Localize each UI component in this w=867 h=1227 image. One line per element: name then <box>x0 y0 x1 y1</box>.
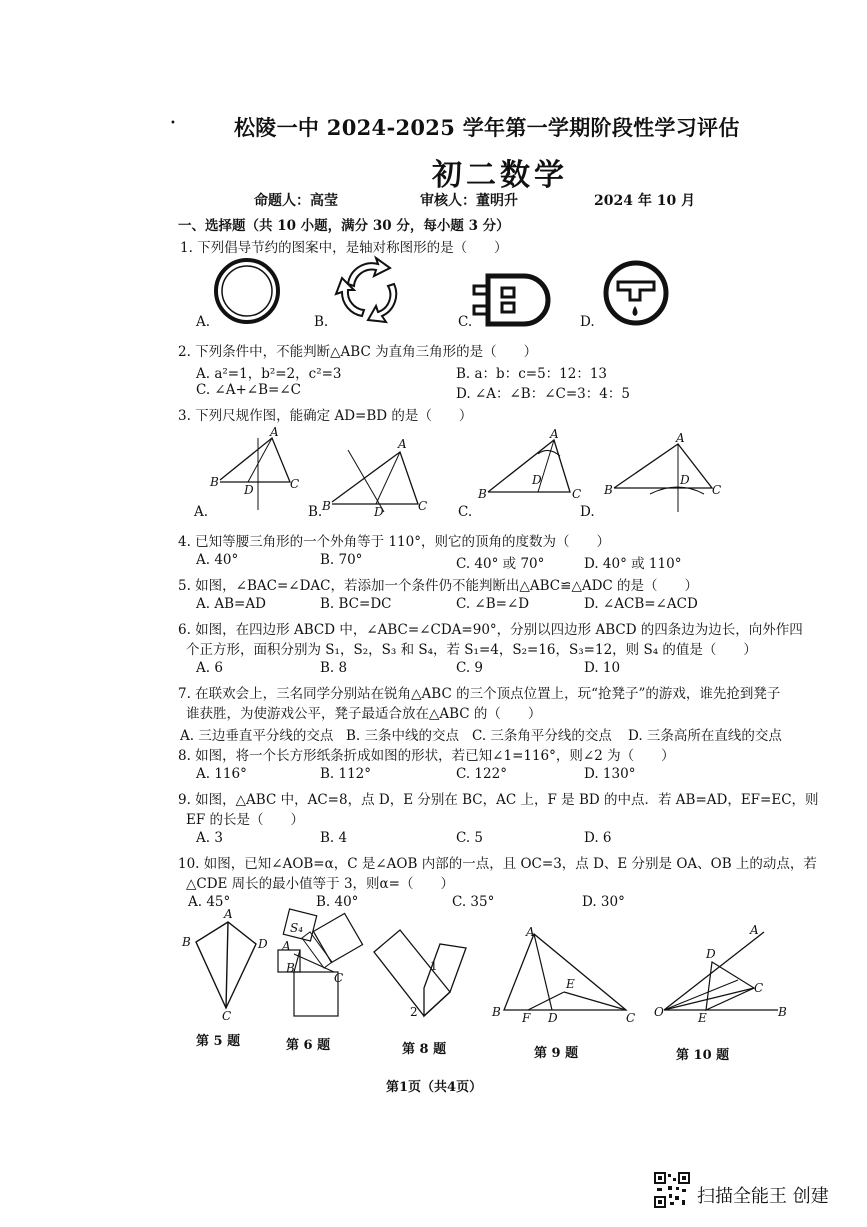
f6-label-s4: S₄ <box>290 921 304 935</box>
f9-label-b: B <box>492 1005 501 1019</box>
f10-label-b: B <box>778 1005 787 1019</box>
f10-label-d: D <box>706 947 716 961</box>
figure-q5 <box>180 907 276 1023</box>
q3b-label-d: D <box>374 505 384 519</box>
caption-q9: 第 9 题 <box>534 1046 579 1061</box>
f5-label-b: B <box>182 935 191 949</box>
q10-option-b[interactable]: B. 40° <box>316 894 359 910</box>
f6-label-a: A <box>282 939 291 953</box>
q9-option-a[interactable]: A. 3 <box>196 830 223 846</box>
figure-q9 <box>490 926 640 1024</box>
q3d-label-c: C <box>712 483 722 497</box>
f9-label-c: C <box>626 1011 636 1025</box>
question-8-stem: 8. 如图，将一个长方形纸条折成如图的形状，若已知∠1=116°，则∠2 为（ ） <box>178 748 675 764</box>
q3-option-b[interactable]: B. <box>308 504 323 520</box>
q6-option-d[interactable]: D. 10 <box>584 660 621 676</box>
q6-option-a[interactable]: A. 6 <box>196 660 223 676</box>
f8-label-2: 2 <box>410 1005 418 1019</box>
author: 命题人：高莹 <box>254 193 338 209</box>
stray-mark: • <box>170 118 176 129</box>
q2-option-a[interactable]: A. a²=1，b²=2，c²=3 <box>196 366 342 382</box>
q3b-label-c: C <box>418 499 428 513</box>
q1-figure-d <box>602 260 674 326</box>
q2-option-d[interactable]: D. ∠A：∠B：∠C=3：4：5 <box>456 386 630 402</box>
q3d-label-b: B <box>604 483 613 497</box>
q4-option-a[interactable]: A. 40° <box>196 552 239 568</box>
q4-option-d[interactable]: D. 40° 或 110° <box>584 556 682 572</box>
q3-figure-b <box>322 437 430 519</box>
q9-option-b[interactable]: B. 4 <box>320 830 348 846</box>
q5-option-d[interactable]: D. ∠ACB=∠ACD <box>584 596 698 612</box>
question-10-stem-2: △CDE 周长的最小值等于 3，则α=（ ） <box>186 876 454 892</box>
f9-label-e: E <box>566 977 575 991</box>
f6-label-c: C <box>334 971 344 985</box>
q6-option-c[interactable]: C. 9 <box>456 660 484 676</box>
f6-label-b: B <box>286 961 295 975</box>
q8-option-a[interactable]: A. 116° <box>196 766 247 782</box>
f10-label-c: C <box>754 981 764 995</box>
caption-q6: 第 6 题 <box>286 1038 331 1053</box>
exam-title: 松陵一中 2024-2025 学年第一学期阶段性学习评估 <box>234 115 740 140</box>
q7-option-a[interactable]: A. 三边垂直平分线的交点 <box>180 728 334 744</box>
q3-figure-c <box>478 427 586 504</box>
q7-option-d[interactable]: D. 三条高所在直线的交点 <box>628 728 782 744</box>
q3-figure-a <box>210 425 300 514</box>
caption-q5: 第 5 题 <box>196 1034 241 1049</box>
figure-q6 <box>274 910 370 1036</box>
figure-q8 <box>370 924 470 1024</box>
f10-label-o: O <box>654 1005 664 1019</box>
q1-figure-c <box>474 270 554 326</box>
caption-q8: 第 8 题 <box>402 1042 447 1057</box>
q3d-label-a: A <box>676 431 685 445</box>
q5-option-b[interactable]: B. BC=DC <box>320 596 392 612</box>
q2-option-c[interactable]: C. ∠A+∠B=∠C <box>196 382 301 398</box>
q9-option-d[interactable]: D. 6 <box>584 830 612 846</box>
q3c-label-c: C <box>572 487 582 501</box>
q8-option-b[interactable]: B. 112° <box>320 766 372 782</box>
q1-figure-a <box>212 256 282 326</box>
q4-option-b[interactable]: B. 70° <box>320 552 363 568</box>
q10-option-a[interactable]: A. 45° <box>188 894 231 910</box>
qr-code-icon <box>654 1172 690 1208</box>
q1-option-b[interactable]: B. <box>314 314 329 330</box>
exam-date: 2024 年 10 月 <box>594 193 696 209</box>
q7-option-c[interactable]: C. 三条角平分线的交点 <box>472 728 612 744</box>
question-5-stem: 5. 如图，∠BAC=∠DAC，若添加一个条件仍不能判断出△ABC≌△ADC 的是（ ） <box>178 578 699 594</box>
q3b-label-a: A <box>398 437 407 451</box>
q3-option-a[interactable]: A. <box>194 504 209 520</box>
q3c-label-a: A <box>550 427 559 441</box>
question-3-stem: 3. 下列尺规作图，能确定 AD=BD 的是（ ） <box>178 408 473 424</box>
q2-option-b[interactable]: B. a：b：c=5：12：13 <box>456 366 608 382</box>
f10-label-a: A <box>750 923 759 937</box>
section-heading: 一、选择题（共 10 小题，满分 30 分，每小题 3 分） <box>178 218 510 234</box>
q10-option-d[interactable]: D. 30° <box>582 894 625 910</box>
f9-label-a: A <box>526 925 535 939</box>
question-7-stem: 7. 在联欢会上，三名同学分别站在锐角△ABC 的三个顶点位置上，玩“抢凳子”的游戏，谁先抢到凳子 <box>178 686 781 702</box>
q8-option-c[interactable]: C. 122° <box>456 766 507 782</box>
page-number: 第1页（共4页） <box>386 1080 483 1095</box>
q3a-label-a: A <box>270 425 279 439</box>
subject-title: 初二数学 <box>432 158 568 193</box>
q3a-label-d: D <box>244 483 254 497</box>
q4-option-c[interactable]: C. 40° 或 70° <box>456 556 545 572</box>
q3-option-c[interactable]: C. <box>458 504 473 520</box>
q3a-label-c: C <box>290 477 300 491</box>
question-9-stem: 9. 如图，△ABC 中，AC=8，点 D，E 分别在 BC，AC 上，F 是 BD 的中点．若 AB=AD，EF=EC，则 <box>178 792 819 808</box>
q7-option-b[interactable]: B. 三条中线的交点 <box>346 728 460 744</box>
q1-option-a[interactable]: A. <box>196 314 211 330</box>
q3a-label-b: B <box>210 475 219 489</box>
q10-option-c[interactable]: C. 35° <box>452 894 495 910</box>
question-6-stem: 6. 如图，在四边形 ABCD 中，∠ABC=∠CDA=90°，分别以四边形 ABCD 的四条边为边长，向外作四 <box>178 622 803 638</box>
caption-q10: 第 10 题 <box>676 1048 730 1063</box>
q5-option-c[interactable]: C. ∠B=∠D <box>456 596 530 612</box>
f5-label-a: A <box>224 907 233 921</box>
q3-option-d[interactable]: D. <box>580 504 595 520</box>
scanner-watermark: 扫描全能王 创建 <box>697 1186 829 1207</box>
q1-option-d[interactable]: D. <box>580 314 595 330</box>
question-7-stem-2: 谁获胜，为使游戏公平，凳子最适合放在△ABC 的（ ） <box>186 706 542 722</box>
f5-label-d: D <box>258 937 268 951</box>
q3c-label-d: D <box>532 473 542 487</box>
question-9-stem-2: EF 的长是（ ） <box>186 812 305 828</box>
f9-label-f: F <box>522 1011 531 1025</box>
f8-label-1: 1 <box>430 959 438 973</box>
reviewer: 审核人：董明升 <box>420 193 518 209</box>
q1-option-c[interactable]: C. <box>458 314 473 330</box>
q3b-label-b: B <box>322 499 331 513</box>
q6-option-b[interactable]: B. 8 <box>320 660 348 676</box>
q9-option-c[interactable]: C. 5 <box>456 830 484 846</box>
question-1-stem: 1. 下列倡导节约的图案中，是轴对称图形的是（ ） <box>180 240 508 256</box>
question-6-stem-2: 个正方形，面积分别为 S₁，S₂，S₃ 和 S₄，若 S₁=4，S₂=16，S₃=12，则 S₄ 的值是（ ） <box>186 642 757 658</box>
q5-option-a[interactable]: A. AB=AD <box>196 596 266 612</box>
q1-figure-b <box>332 254 408 328</box>
question-4-stem: 4. 已知等腰三角形的一个外角等于 110°，则它的顶角的度数为（ ） <box>178 534 610 550</box>
question-2-stem: 2. 下列条件中，不能判断△ABC 为直角三角形的是（ ） <box>178 344 538 360</box>
f9-label-d: D <box>548 1011 558 1025</box>
question-10-stem: 10. 如图，已知∠AOB=α，C 是∠AOB 内部的一点，且 OC=3，点 D、E 分别是 OA、OB 上的动点，若 <box>178 856 817 872</box>
figure-q10 <box>654 922 792 1025</box>
f10-label-e: E <box>698 1011 707 1025</box>
q3c-label-b: B <box>478 487 487 501</box>
q3-figure-d <box>604 431 724 518</box>
q8-option-d[interactable]: D. 130° <box>584 766 636 782</box>
q3d-label-d: D <box>680 473 690 487</box>
f5-label-c: C <box>222 1009 232 1023</box>
